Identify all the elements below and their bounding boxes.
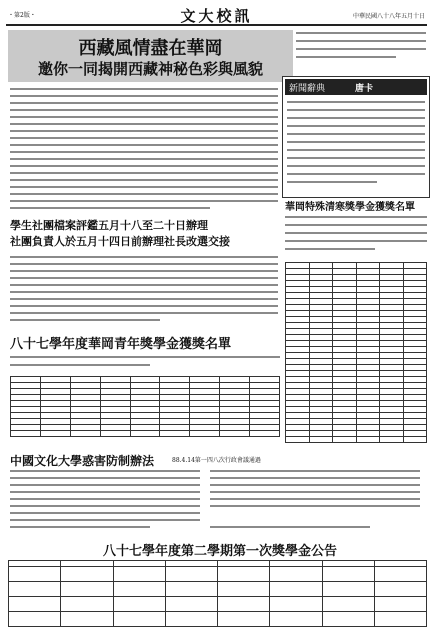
special-scholarship-table [285, 262, 427, 443]
headline-scholarship-list: 八十七學年度華岡青年獎學金獲獎名單 [10, 337, 232, 352]
headline-tibet-title: 西藏風情盡在華岡 [78, 38, 223, 59]
article-tibet-body [10, 86, 278, 214]
headline-club-review [10, 218, 278, 250]
issue-date: 中華民國八十八年五月十日 [352, 13, 425, 20]
news-dictionary-box [282, 76, 430, 198]
headline-tibet [8, 30, 293, 82]
headline-special-scholarship: 華岡特殊清寒獎學金獲獎名單 [285, 202, 415, 213]
scholarship-intro [10, 354, 280, 372]
regulation-body [10, 468, 428, 536]
headline-regulation: 中國文化大學惑害防制辦法 [10, 454, 155, 468]
scholarship-table [10, 376, 280, 437]
box-term: 唐卡 [355, 84, 374, 94]
article-club-body [10, 254, 278, 330]
headline-tibet-subtitle: 邀你一同揭開西藏神秘色彩與風貌 [37, 60, 263, 78]
headline-scholarship-notice: 八十七學年度第二學期第一次獎學金公告 [102, 544, 337, 559]
scholarship-notice-table [8, 560, 427, 627]
regulation-approval-note: 88.4.14第一四八次行政會議通過 [172, 457, 261, 464]
headline-club-review-line2: 社團負責人於五月十四日前辦理社長改選交接 [10, 235, 230, 248]
special-scholarship-intro [285, 214, 427, 258]
masthead [6, 4, 427, 26]
page-number: ・第2版・ [8, 12, 36, 19]
headline-club-review-line1: 學生社團檔案評鑑五月十八至二十日辦理 [10, 219, 208, 232]
paper-title: 文大校訊 [180, 7, 253, 25]
box-label: 新聞辭典 [289, 84, 326, 94]
article-top-right [296, 30, 426, 74]
